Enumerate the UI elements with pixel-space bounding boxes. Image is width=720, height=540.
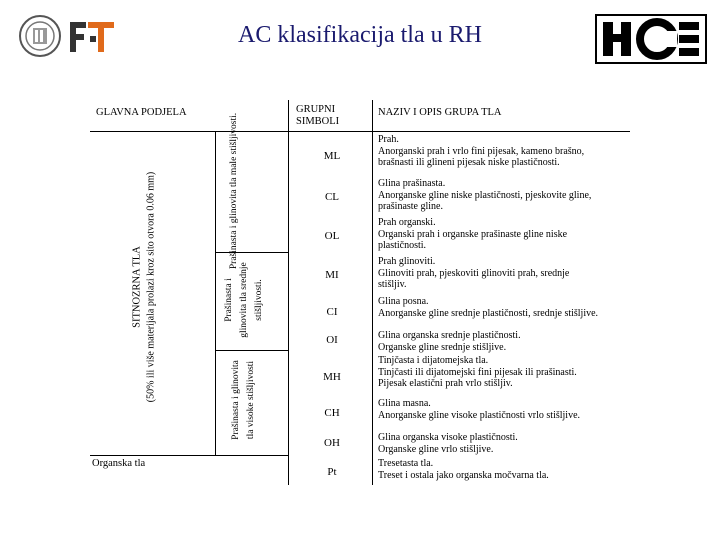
description-ol <box>378 217 628 252</box>
medium-plasticity-label-1: Prašinasta i <box>224 278 234 322</box>
symbol-oh: OH <box>324 437 340 449</box>
symbol-pt: Pt <box>327 466 337 478</box>
description-line: Glina organska visoke plastičnosti. <box>378 432 518 443</box>
description-line: Anorganske gline niske plastičnosti, pjeskovite gline, <box>378 189 592 201</box>
symbol-ch: CH <box>324 407 340 419</box>
description-line: Organske gline srednje stišljive. <box>378 341 507 353</box>
column-divider-symbols <box>288 100 289 485</box>
symbol-ol: OL <box>324 230 340 242</box>
symbol-mi: MI <box>325 269 339 281</box>
description-line: Organski prah i organske prašinaste gline niske <box>378 228 568 240</box>
description-line: Glina posna. <box>378 296 429 307</box>
header-divider <box>90 131 630 132</box>
symbol-mh: MH <box>323 371 341 383</box>
medium-plasticity-label-2: glinovita tla srednje <box>239 262 249 338</box>
description-line: Organske gline vrlo stišljive. <box>378 443 494 455</box>
description-line: Glina prašinasta. <box>378 178 446 189</box>
description-line: Pijesak elastični prah vrlo stišljiv. <box>378 378 513 390</box>
description-line: plastičnosti. <box>378 240 427 252</box>
subgroup-divider-2 <box>215 350 288 351</box>
description-mh <box>378 355 628 390</box>
description-line: Prah glinoviti. <box>378 256 436 267</box>
symbol-ci: CI <box>326 306 338 318</box>
description-line: prašinaste gline. <box>378 201 443 213</box>
description-oi <box>378 330 628 353</box>
organic-soils-label: Organska tla <box>92 458 146 469</box>
description-line: Glina masna. <box>378 398 431 409</box>
description-mi <box>378 256 628 291</box>
description-line: Anorganski prah i vrlo fini pijesak, kameno brašno, <box>378 145 585 157</box>
fine-soils-title: SITNOZRNA TLA <box>131 246 143 328</box>
description-line: Glina organska srednje plastičnosti. <box>378 330 521 341</box>
description-line: Treset i ostala jako organska močvarna tla. <box>378 469 549 481</box>
description-line: Tinjčasta i dijatomejska tla. <box>378 355 489 366</box>
description-ch <box>378 398 628 421</box>
organic-divider <box>90 455 288 456</box>
symbol-oi: OI <box>326 334 338 346</box>
description-ml <box>378 134 628 169</box>
symbol-ml: ML <box>323 150 341 162</box>
fine-soils-subtitle: (50% ili više materijala prolazi kroz sito otvora 0.06 mm) <box>145 171 157 403</box>
description-line: Anorganske gline visoke plastičnosti vrlo stišljive. <box>378 409 581 421</box>
description-line: Tresetasta tla. <box>378 458 434 469</box>
description-line: Tinjčasti ili dijatomejski fini pijesak ili prašinasti. <box>378 366 577 378</box>
description-line: Prah. <box>378 134 399 145</box>
column-divider-subgroups <box>215 131 216 455</box>
high-plasticity-label-1: Prašinasta i glinovita <box>231 360 241 440</box>
page-title: AC klasifikacija tla u RH <box>238 22 482 48</box>
description-oh <box>378 432 628 455</box>
description-line: Prah organski. <box>378 217 436 228</box>
header-main-division: GLAVNA PODJELA <box>96 107 187 118</box>
description-line: stišljiv. <box>378 279 407 291</box>
column-divider-description <box>372 100 373 485</box>
description-line: brašnasti ili glineni pijesak niske plastičnosti. <box>378 157 560 169</box>
description-ci <box>378 296 628 319</box>
description-cl <box>378 178 628 213</box>
high-plasticity-label-2: tla visoke stišljivosti <box>246 360 256 440</box>
medium-plasticity-label-3: stišljivosti. <box>254 279 264 321</box>
symbol-cl: CL <box>324 191 340 203</box>
header-name-description: NAZIV I OPIS GRUPA TLA <box>378 107 502 118</box>
low-plasticity-label: Prašinasta i glinovita tla male stišljivosti. <box>229 112 239 270</box>
description-line: Glinoviti prah, pjeskoviti glinoviti prah, srednje <box>378 267 570 279</box>
subgroup-divider-1 <box>215 252 288 253</box>
header-group-symbols: GRUPNI SIMBOLI <box>296 104 340 127</box>
description-pt <box>378 458 628 481</box>
description-line: Anorganske gline srednje plastičnosti, srednje stišljive. <box>378 307 599 319</box>
